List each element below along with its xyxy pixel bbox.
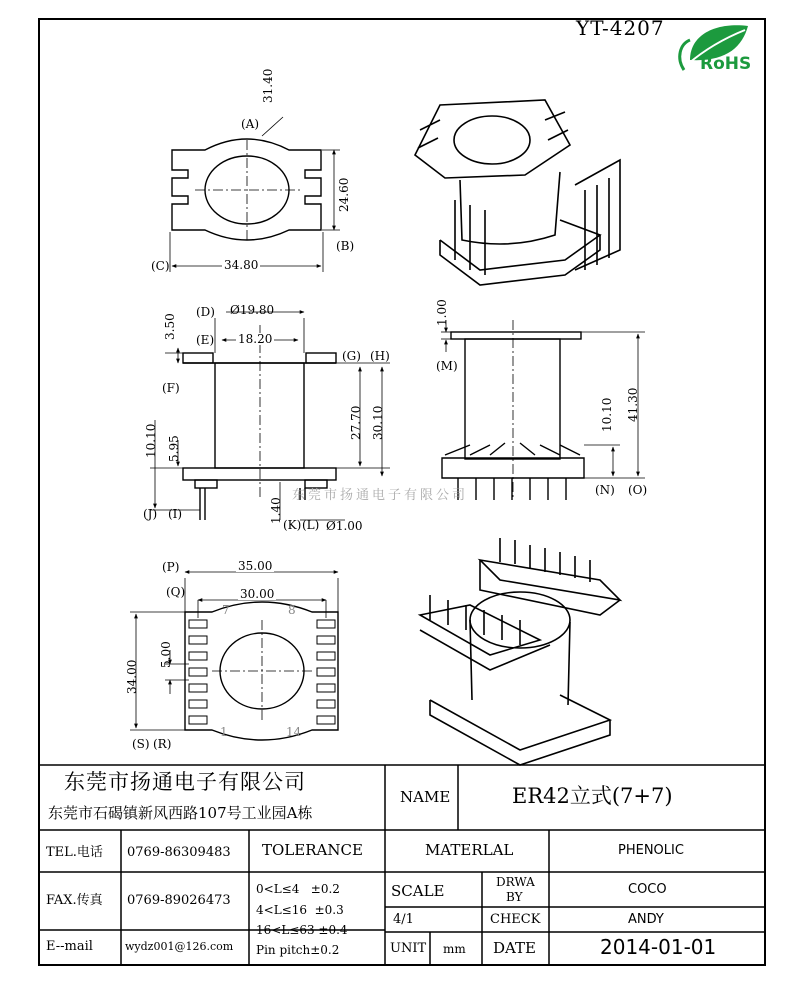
tolerance-label: TOLERANCE — [262, 841, 363, 859]
dim-a: 31.40 — [261, 68, 275, 103]
dim-l: Ø1.00 — [326, 519, 363, 533]
top-view — [170, 117, 340, 272]
watermark: 东莞市扬通电子有限公司 — [292, 488, 469, 503]
ref-e: (E) — [196, 333, 215, 347]
isometric-view-top — [415, 100, 620, 285]
drawn-by-label-2: BY — [506, 890, 523, 904]
dim-d: Ø19.80 — [230, 303, 275, 317]
ref-j: (J) — [143, 507, 158, 521]
date-label: DATE — [493, 939, 536, 957]
ref-s: (S) — [132, 737, 150, 751]
isometric-view-bottom — [420, 538, 620, 765]
ref-n: (N) — [595, 483, 615, 497]
rohs-logo-text: RoHS — [700, 54, 752, 74]
ref-c: (C) — [151, 259, 170, 273]
fax-value: 0769-89026473 — [127, 893, 231, 908]
dim-n: 10.10 — [600, 397, 614, 432]
ref-f: (F) — [162, 381, 180, 395]
ref-i: (I) — [168, 507, 183, 521]
tolerance-row-4: Pin pitch±0.2 — [256, 943, 340, 957]
part-number: YT-4207 — [576, 16, 665, 40]
material-value: PHENOLIC — [618, 843, 684, 858]
email-value: wydz001@126.com — [125, 940, 234, 953]
tel-label: TEL.电话 — [46, 845, 103, 860]
dim-e: 18.20 — [238, 332, 273, 346]
dim-m: 1.00 — [435, 299, 449, 326]
dim-o: 41.30 — [626, 387, 640, 422]
dim-k: 1.40 — [269, 497, 283, 524]
tolerance-row-2: 4<L≤16 ±0.3 — [256, 903, 344, 917]
ref-b: (B) — [336, 239, 355, 253]
ref-l: (L) — [302, 518, 320, 532]
company-address: 东莞市石碣镇新风西路107号工业园A栋 — [48, 804, 313, 822]
part-name: ER42立式(7+7) — [512, 784, 673, 808]
scale-value: 4/1 — [393, 912, 414, 927]
ref-a: (A) — [241, 117, 260, 131]
name-label: NAME — [400, 788, 451, 806]
ref-k: (K) — [283, 518, 302, 532]
ref-q: (Q) — [166, 585, 186, 599]
dim-c: 34.80 — [224, 258, 259, 272]
dim-p: 35.00 — [238, 559, 273, 573]
company-name: 东莞市扬通电子有限公司 — [64, 770, 306, 794]
scale-label: SCALE — [391, 882, 445, 900]
pin-label-8: 8 — [288, 603, 296, 617]
dim-q: 30.00 — [240, 587, 275, 601]
fax-label: FAX.传真 — [46, 893, 103, 908]
email-label: E--mail — [46, 939, 93, 954]
tel-value: 0769-86309483 — [127, 845, 231, 860]
unit-value: mm — [443, 942, 466, 956]
drawn-by-label-1: DRWA — [496, 875, 535, 889]
pin-label-14: 14 — [286, 725, 302, 739]
front-view — [441, 320, 648, 500]
dim-s: 34.00 — [125, 659, 139, 694]
ref-h: (H) — [370, 349, 390, 363]
date-value: 2014-01-01 — [600, 935, 717, 959]
ref-m: (M) — [436, 359, 458, 373]
dim-h: 30.10 — [371, 405, 385, 440]
dim-b: 24.60 — [337, 177, 351, 212]
tolerance-row-3: 16<L≤63 ±0.4 — [256, 923, 348, 937]
pin-label-7: 7 — [222, 603, 230, 617]
material-label: MATERLAL — [425, 841, 514, 859]
check-label: CHECK — [490, 912, 541, 927]
ref-p: (P) — [162, 560, 180, 574]
ref-g: (G) — [342, 349, 361, 363]
ref-o: (O) — [628, 483, 648, 497]
tolerance-row-1: 0<L≤4 ±0.2 — [256, 882, 340, 896]
dim-r: 5.00 — [159, 641, 173, 668]
dim-i: 5.95 — [167, 435, 181, 462]
check-value: ANDY — [628, 912, 664, 927]
pin-label-1: 1 — [220, 725, 228, 739]
dim-g: 27.70 — [349, 405, 363, 440]
dim-j: 10.10 — [144, 423, 158, 458]
ref-d: (D) — [196, 305, 215, 319]
drawn-by-value: COCO — [628, 882, 667, 897]
dim-f: 3.50 — [163, 313, 177, 340]
ref-r: (R) — [153, 737, 172, 751]
unit-label: UNIT — [390, 941, 427, 956]
